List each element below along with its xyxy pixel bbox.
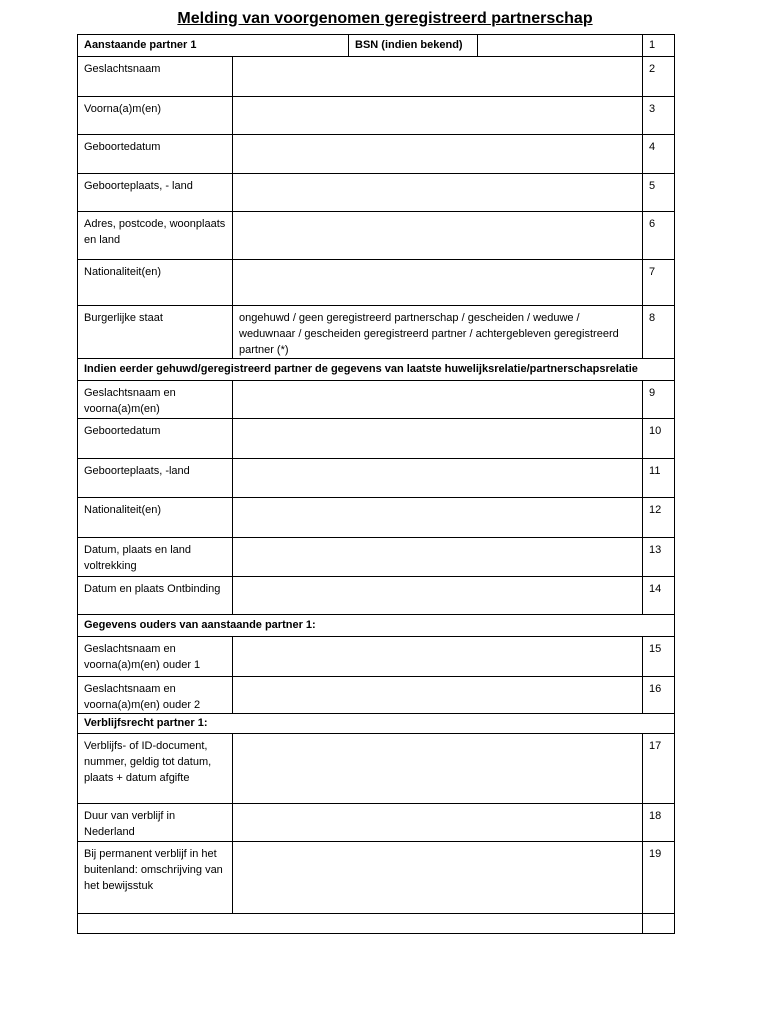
row-number: 5 (643, 174, 675, 212)
field-label: Geboortedatum (78, 419, 233, 459)
field-label: Datum en plaats Ontbinding (78, 577, 233, 615)
row-number: 14 (643, 577, 675, 615)
form-row-prev-ceremony (78, 538, 675, 577)
section-heading-row (78, 359, 675, 381)
field-label: Geboorteplaats, -land (78, 459, 233, 498)
stay-duration-field[interactable] (233, 804, 643, 842)
row-number: 10 (643, 419, 675, 459)
form-row-proof-abroad (78, 842, 675, 914)
field-label: Duur van verblijf in Nederland (78, 804, 233, 842)
row-number: 18 (643, 804, 675, 842)
row-number: 2 (643, 57, 675, 97)
field-label: Geboortedatum (78, 135, 233, 174)
form-row-parent-1 (78, 637, 675, 677)
field-label: Geslachtsnaam en voorna(a)m(en) ouder 1 (78, 637, 233, 677)
field-label: Geslachtsnaam en voorna(a)m(en) (78, 381, 233, 419)
form-row-surname (78, 57, 675, 97)
parents-heading: Gegevens ouders van aanstaande partner 1: (78, 615, 675, 637)
form-row-civil-status (78, 306, 675, 359)
field-label: Geboorteplaats, - land (78, 174, 233, 212)
previous-relationship-heading: Indien eerder gehuwd/geregistreerd partner de gegevens van laatste huwelijksrelatie/partnerschapsrelatie (78, 359, 675, 381)
form-row-prev-nationality (78, 498, 675, 538)
row-number: 16 (643, 677, 675, 714)
prev-name-field[interactable] (233, 381, 643, 419)
parent-1-field[interactable] (233, 637, 643, 677)
bsn-label: BSN (indien bekend) (349, 35, 478, 57)
form-row-prev-name (78, 381, 675, 419)
section-heading-row (78, 615, 675, 637)
form-row-id-document (78, 734, 675, 804)
row-number: 17 (643, 734, 675, 804)
row-number: 12 (643, 498, 675, 538)
field-label: Voorna(a)m(en) (78, 97, 233, 135)
prev-dissolution-field[interactable] (233, 577, 643, 615)
form-row-first-names (78, 97, 675, 135)
id-document-field[interactable] (233, 734, 643, 804)
form-row-nationality (78, 260, 675, 306)
form-row-prev-birth-place (78, 459, 675, 498)
row-number: 19 (643, 842, 675, 914)
prev-birth-place-field[interactable] (233, 459, 643, 498)
row-number: 3 (643, 97, 675, 135)
row-number: 1 (643, 35, 675, 57)
header-row (78, 35, 675, 57)
form-row-birth-place (78, 174, 675, 212)
empty-row (78, 914, 675, 934)
field-label: Geslachtsnaam (78, 57, 233, 97)
field-label: Nationaliteit(en) (78, 260, 233, 306)
empty-number-cell (643, 914, 675, 934)
civil-status-options[interactable]: ongehuwd / geen geregistreerd partnerschap / gescheiden / weduwe / weduwnaar / gescheiden geregistreerd partner / achtergebleven geregistreerd partner (*) (233, 306, 643, 359)
row-number: 6 (643, 212, 675, 260)
row-number: 4 (643, 135, 675, 174)
row-number: 15 (643, 637, 675, 677)
proof-abroad-field[interactable] (233, 842, 643, 914)
field-label: Geslachtsnaam en voorna(a)m(en) ouder 2 (78, 677, 233, 714)
form-row-prev-dissolution (78, 577, 675, 615)
field-label: Bij permanent verblijf in het buitenland: omschrijving van het bewijsstuk (78, 842, 233, 914)
section-heading-row (78, 714, 675, 734)
field-label: Adres, postcode, woonplaats en land (78, 212, 233, 260)
address-field[interactable] (233, 212, 643, 260)
birth-place-field[interactable] (233, 174, 643, 212)
row-number: 9 (643, 381, 675, 419)
form-row-parent-2 (78, 677, 675, 714)
partnership-form-table (77, 34, 675, 934)
row-number: 8 (643, 306, 675, 359)
birth-date-field[interactable] (233, 135, 643, 174)
bsn-field[interactable] (478, 35, 643, 57)
surname-field[interactable] (233, 57, 643, 97)
empty-field[interactable] (78, 914, 643, 934)
first-names-field[interactable] (233, 97, 643, 135)
prev-birth-date-field[interactable] (233, 419, 643, 459)
form-row-prev-birth-date (78, 419, 675, 459)
prev-nationality-field[interactable] (233, 498, 643, 538)
form-title: Melding van voorgenomen geregistreerd partnerschap (177, 10, 593, 27)
form-row-stay-duration (78, 804, 675, 842)
row-number: 7 (643, 260, 675, 306)
form-row-birth-date (78, 135, 675, 174)
form-row-address (78, 212, 675, 260)
residence-heading: Verblijfsrecht partner 1: (78, 714, 675, 734)
row-number: 13 (643, 538, 675, 577)
field-label: Nationaliteit(en) (78, 498, 233, 538)
parent-2-field[interactable] (233, 677, 643, 714)
prev-ceremony-field[interactable] (233, 538, 643, 577)
field-label: Verblijfs- of ID-document, nummer, geldig tot datum, plaats + datum afgifte (78, 734, 233, 804)
nationality-field[interactable] (233, 260, 643, 306)
field-label: Burgerlijke staat (78, 306, 233, 359)
field-label: Datum, plaats en land voltrekking (78, 538, 233, 577)
row-number: 11 (643, 459, 675, 498)
partner-heading: Aanstaande partner 1 (78, 35, 349, 57)
